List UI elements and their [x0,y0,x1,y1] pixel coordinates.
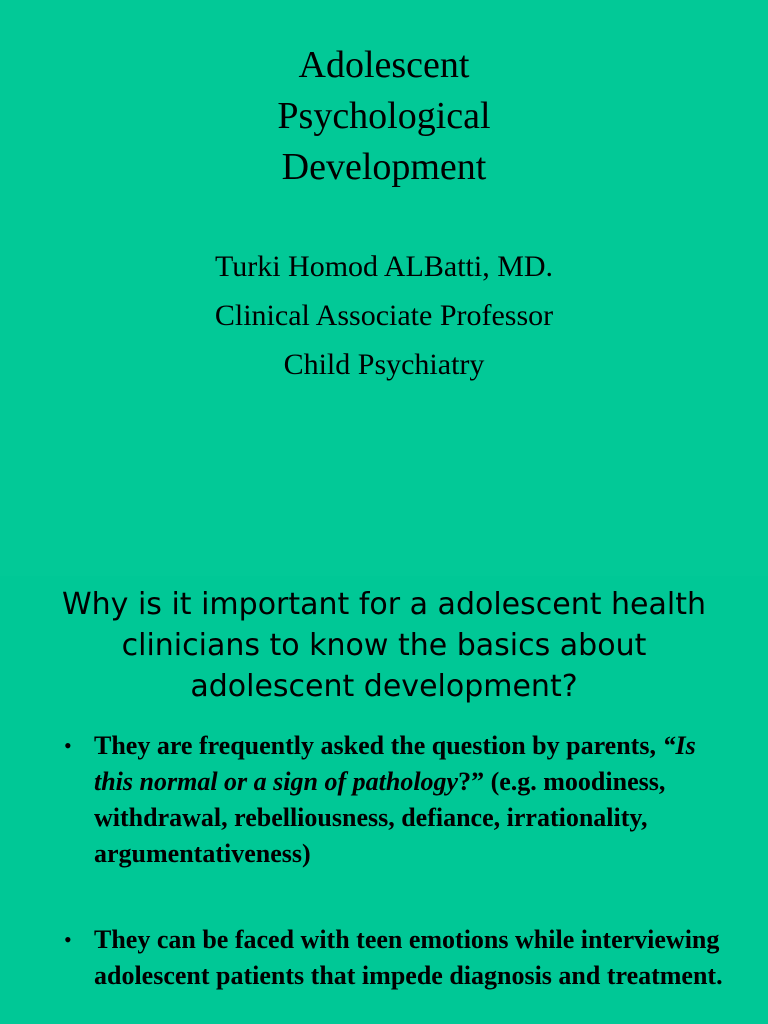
slide-subtitle [0,242,768,389]
title-line-3: Development [281,146,487,188]
bullet-icon: • [64,733,72,758]
bullet-item [64,922,728,994]
author-name: Turki Homod ALBatti, MD. [214,250,554,283]
author-department: Child Psychiatry [283,348,485,381]
slide-title: Why is it important for a adolescent health clinicians to know the basics about adolescent development? [62,587,706,704]
slide-title [0,40,768,193]
bullet-icon: • [64,927,72,952]
bullet-list [64,728,728,994]
bullet-text-pre: They are frequently asked the question by parents, [94,731,663,760]
title-line-2: Psychological [277,95,491,137]
title-line-1: Adolescent [298,44,470,86]
slide-2 [0,576,768,1024]
bullet-text-post: ?” (e.g. moodiness, withdrawal, rebelliousness, defiance, irrationality, argumentativeness) [94,767,666,868]
bullet-quote: “Is this normal or a sign of pathology [94,731,696,796]
bullet-item [64,728,728,872]
author-position: Clinical Associate Professor [214,299,554,332]
bullet-text: They can be faced with teen emotions while interviewing adolescent patients that impede diagnosis and treatment. [94,925,723,990]
